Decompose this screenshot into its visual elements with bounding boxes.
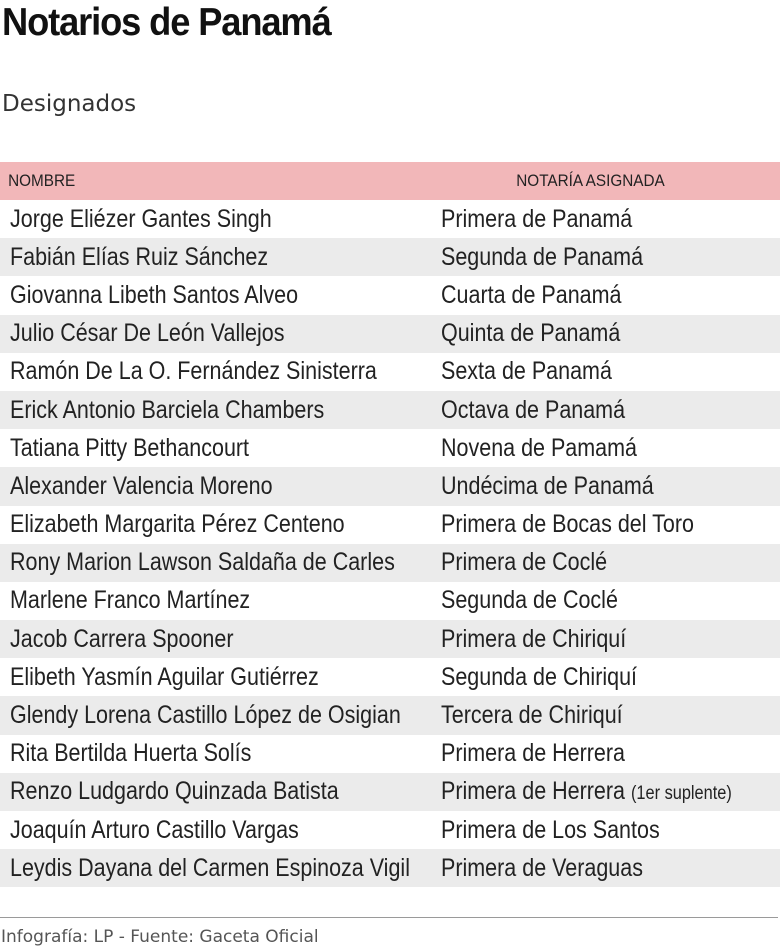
notaria-cell <box>432 739 780 768</box>
notaria-text <box>441 243 643 272</box>
notaria-assigned: Undécima de Panamá <box>441 471 654 500</box>
notary-name-cell <box>0 319 432 348</box>
notaria-text <box>441 319 620 348</box>
notaria-text <box>441 701 623 730</box>
column-header-notaria-label: NOTARÍA ASIGNADA <box>516 171 666 190</box>
notary-name-cell <box>0 625 432 654</box>
notary-name-cell <box>0 663 432 692</box>
notary-name: Rita Bertilda Huerta Solís <box>10 739 252 768</box>
notaria-text <box>441 816 660 845</box>
table-row <box>0 696 780 734</box>
notaria-cell <box>432 472 780 501</box>
notaria-text <box>441 205 632 234</box>
notary-name: Erick Antonio Barciela Chambers <box>10 395 325 424</box>
column-header-name: NOMBRE <box>8 171 76 190</box>
page-title: Notarios de Panamá <box>2 1 331 44</box>
notaria-text <box>441 281 621 310</box>
notaria-text <box>441 357 612 386</box>
notary-name-cell <box>0 243 432 272</box>
notaria-text <box>441 663 637 692</box>
notary-name-cell <box>0 357 432 386</box>
notary-name: Ramón De La O. Fernández Sinisterra <box>10 357 377 386</box>
notary-name-cell <box>0 548 432 577</box>
notaria-text <box>441 586 618 615</box>
notaria-text <box>441 434 637 463</box>
table-row <box>0 658 780 696</box>
notary-name-cell <box>0 510 432 539</box>
notaria-cell <box>432 357 780 386</box>
notaria-text <box>441 396 625 425</box>
page-subtitle: Designados <box>2 91 137 117</box>
notary-name: Tatiana Pitty Bethancourt <box>10 433 250 462</box>
notaria-cell <box>432 586 780 615</box>
table-row <box>0 238 780 276</box>
table-row <box>0 849 780 887</box>
notaria-text <box>441 625 626 654</box>
notaria-cell <box>432 434 780 463</box>
notaria-assigned: Cuarta de Panamá <box>441 280 622 309</box>
notaria-cell <box>432 396 780 425</box>
table-row <box>0 429 780 467</box>
notary-name: Leydis Dayana del Carmen Espinoza Vigil <box>10 853 410 882</box>
notaria-assigned: Segunda de Panamá <box>441 242 644 271</box>
notary-name: Fabián Elías Ruiz Sánchez <box>10 242 269 271</box>
notary-name-cell <box>0 777 432 806</box>
notaria-text <box>441 777 732 806</box>
table-row <box>0 200 780 238</box>
notaria-cell <box>432 319 780 348</box>
notaria-cell <box>432 701 780 730</box>
notary-name: Alexander Valencia Moreno <box>10 471 273 500</box>
notaria-cell <box>432 205 780 234</box>
notaria-text <box>441 548 607 577</box>
notaria-cell <box>432 625 780 654</box>
notaria-cell <box>432 510 780 539</box>
notary-name: Marlene Franco Martínez <box>10 586 251 615</box>
notaria-assigned: Segunda de Coclé <box>441 586 618 615</box>
table-row <box>0 353 780 391</box>
notaria-assigned: Primera de Coclé <box>441 548 608 577</box>
notaria-assigned: Primera de Panamá <box>441 204 633 233</box>
notary-name-cell <box>0 854 432 883</box>
notary-name: Jacob Carrera Spooner <box>10 624 234 653</box>
notaria-assigned: Octava de Panamá <box>441 395 626 424</box>
notaria-text <box>441 472 654 501</box>
notaria-text <box>441 739 625 768</box>
table-row <box>0 391 780 429</box>
notaria-cell <box>432 816 780 845</box>
notary-name: Elizabeth Margarita Pérez Centeno <box>10 510 345 539</box>
notaria-assigned: Tercera de Chiriquí <box>441 701 623 730</box>
notaria-assigned: Sexta de Panamá <box>441 357 612 386</box>
notaria-assigned: Novena de Pamamá <box>441 433 637 462</box>
notary-name-cell <box>0 472 432 501</box>
table-row <box>0 735 780 773</box>
notaria-assigned: Primera de Veraguas <box>441 853 643 882</box>
notary-name-cell <box>0 701 432 730</box>
notary-name: Rony Marion Lawson Saldaña de Carles <box>10 548 395 577</box>
notaria-text <box>441 510 694 539</box>
column-header-notaria <box>432 171 780 191</box>
table-body <box>0 200 780 887</box>
notaria-cell <box>432 243 780 272</box>
notary-name: Renzo Ludgardo Quinzada Batista <box>10 777 339 806</box>
notary-name-cell <box>0 396 432 425</box>
notaria-assigned: Segunda de Chiriquí <box>441 662 638 691</box>
notaria-assigned: Primera de Herrera <box>441 739 625 768</box>
table-row <box>0 506 780 544</box>
notaria-cell <box>432 777 780 806</box>
notary-name: Giovanna Libeth Santos Alveo <box>10 280 299 309</box>
table-row <box>0 276 780 314</box>
table-row <box>0 467 780 505</box>
notary-name: Glendy Lorena Castillo López de Osigian <box>10 701 401 730</box>
notary-name: Jorge Eliézer Gantes Singh <box>10 204 272 233</box>
table-row <box>0 582 780 620</box>
notary-name-cell <box>0 205 432 234</box>
table-header <box>0 162 780 200</box>
notary-name-cell <box>0 816 432 845</box>
notaria-cell <box>432 281 780 310</box>
notary-name-cell <box>0 586 432 615</box>
footer-divider <box>0 917 778 918</box>
table-row <box>0 773 780 811</box>
notary-name: Julio César De León Vallejos <box>10 319 285 348</box>
notaria-assigned: Primera de Herrera <box>441 777 625 806</box>
notaria-assigned: Primera de Los Santos <box>441 815 660 844</box>
table-row <box>0 315 780 353</box>
notaria-assigned: Primera de Bocas del Toro <box>441 510 694 539</box>
source-credit: Infografía: LP - Fuente: Gaceta Oficial <box>1 927 319 947</box>
notary-name-cell <box>0 739 432 768</box>
notaria-cell <box>432 663 780 692</box>
notary-name-cell <box>0 434 432 463</box>
notaria-assigned: Primera de Chiriquí <box>441 624 627 653</box>
notaria-note: (1er suplente) <box>630 783 732 805</box>
table-row <box>0 620 780 658</box>
notaria-text <box>441 854 643 883</box>
notary-name-cell <box>0 281 432 310</box>
table-row <box>0 544 780 582</box>
notaria-assigned: Quinta de Panamá <box>441 319 621 348</box>
table-row <box>0 811 780 849</box>
notaries-table <box>0 162 780 887</box>
notaria-cell <box>432 548 780 577</box>
notaria-cell <box>432 854 780 883</box>
notary-name: Joaquín Arturo Castillo Vargas <box>10 815 299 844</box>
notary-name: Elibeth Yasmín Aguilar Gutiérrez <box>10 662 319 691</box>
